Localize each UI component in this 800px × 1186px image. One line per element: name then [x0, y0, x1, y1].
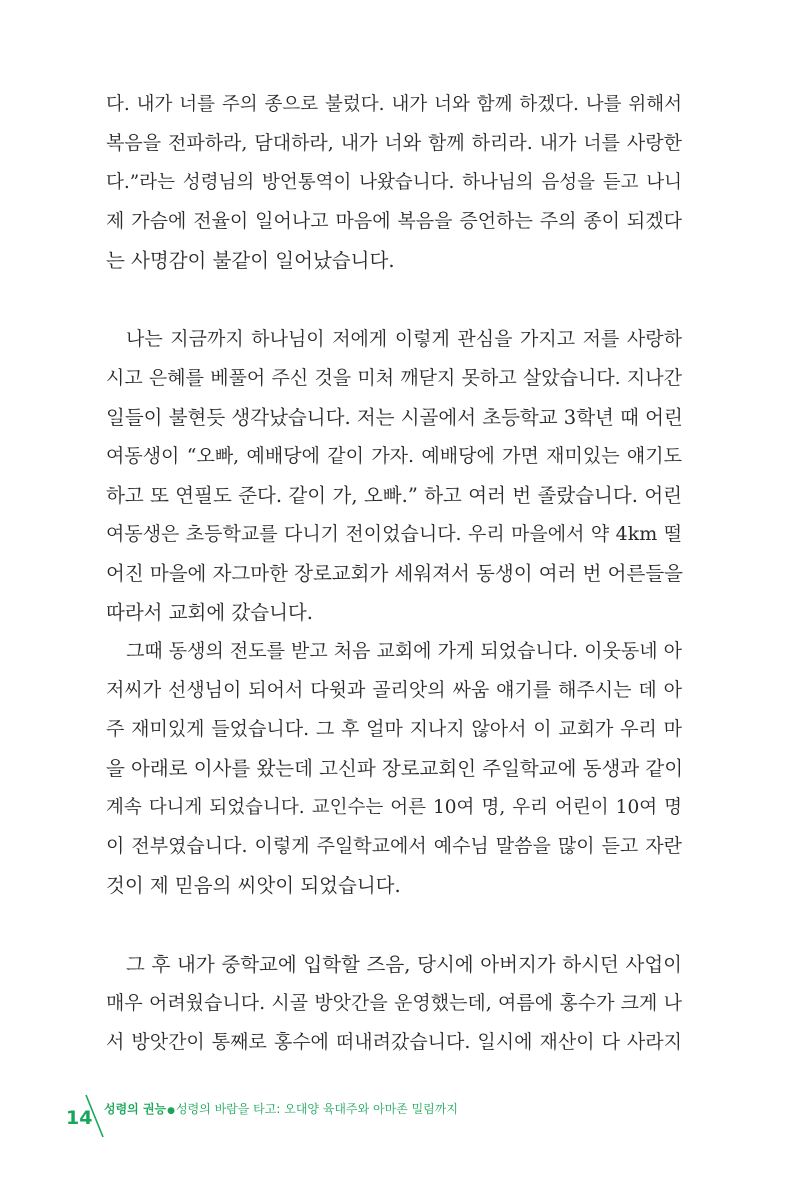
text-line: 계속 다니게 되었습니다. 교인수는 어른 10여 명, 우리 어린이 10여 명: [106, 797, 682, 818]
text-line: 어진 마을에 자그마한 장로교회가 세워져서 동생이 여러 번 어른들을: [106, 562, 684, 585]
text-line: 다. 내가 너를 주의 종으로 불렀다. 내가 너와 함께 하겠다. 나를 위해서: [106, 94, 682, 115]
paragraph-gap: [106, 280, 682, 320]
text-line: 주 재미있게 들었습니다. 그 후 얼마 지나지 않아서 이 교회가 우리 마: [106, 718, 682, 740]
text-line: 나는 지금까지 하나님이 저에게 이렇게 관심을 가지고 저를 사랑하: [126, 328, 682, 350]
text-line: 제 가슴에 전율이 일어나고 마음에 복음을 증언하는 주의 종이 되겠다: [106, 210, 682, 232]
text-line: 여동생은 초등학교를 다니기 전이었습니다. 우리 마을에서 약 4km 떨: [106, 523, 682, 545]
text-line: 여동생이 “오빠, 예배당에 같이 가자. 예배당에 가면 재미있는 얘기도: [106, 445, 682, 467]
text-line: 따라서 교회에 갔습니다.: [106, 601, 313, 624]
paragraph-gap: [106, 905, 682, 945]
text-line: 복음을 전파하라, 담대하라, 내가 너와 함께 하리라. 내가 너를 사랑한: [106, 132, 682, 154]
book-subtitle: 성령의 바람을 타고: 오대양 육대주와 아마존 밀림까지: [176, 1102, 458, 1116]
running-title: [104, 1101, 458, 1119]
text-line: 그때 동생의 전도를 받고 처음 교회에 가게 되었습니다. 이웃동네 아: [126, 640, 682, 662]
page-number: 14: [66, 1107, 93, 1129]
text-line: 을 아래로 이사를 왔는데 고신파 장로교회인 주일학교에 동생과 같이: [106, 757, 684, 780]
text-line: 시고 은혜를 베풀어 주신 것을 미처 깨닫지 못하고 살았습니다. 지나간: [106, 367, 682, 389]
text-line: 서 방앗간이 통째로 홍수에 떠내려갔습니다. 일시에 재산이 다 사라지: [106, 1031, 682, 1053]
text-line: 것이 제 믿음의 씨앗이 되었습니다.: [106, 874, 401, 897]
text-line: 매우 어려웠습니다. 시골 방앗간을 운영했는데, 여름에 홍수가 크게 나: [106, 992, 682, 1014]
text-line: 저씨가 선생님이 되어서 다윗과 골리앗의 싸움 얘기를 해주시는 데 아: [106, 679, 682, 701]
text-line: 다.”라는 성령님의 방언통역이 나왔습니다. 하나님의 음성을 듣고 나니: [106, 172, 682, 193]
paragraph-4: [106, 945, 682, 1062]
book-title: 성령의 권능: [104, 1102, 167, 1116]
page-footer: [66, 1092, 566, 1142]
footer-divider-slash: [84, 1094, 104, 1138]
separator-dot: ●: [167, 1106, 175, 1116]
text-line: 이 전부였습니다. 이렇게 주일학교에서 예수님 말씀을 많이 듣고 자란: [106, 835, 682, 857]
body-text: [106, 85, 682, 1062]
text-line: 일들이 불현듯 생각났습니다. 저는 시골에서 초등학교 3학년 때 어린: [106, 406, 683, 429]
text-line: 하고 또 연필도 준다. 같이 가, 오빠.” 하고 여러 번 졸랐습니다. 어린: [106, 484, 682, 507]
paragraph-1: [106, 85, 682, 280]
text-line: 는 사명감이 불같이 일어났습니다.: [106, 249, 395, 272]
paragraph-3: [106, 632, 682, 905]
paragraph-2: [106, 320, 682, 632]
text-line: 그 후 내가 중학교에 입학할 즈음, 당시에 아버지가 하시던 사업이: [126, 953, 682, 976]
